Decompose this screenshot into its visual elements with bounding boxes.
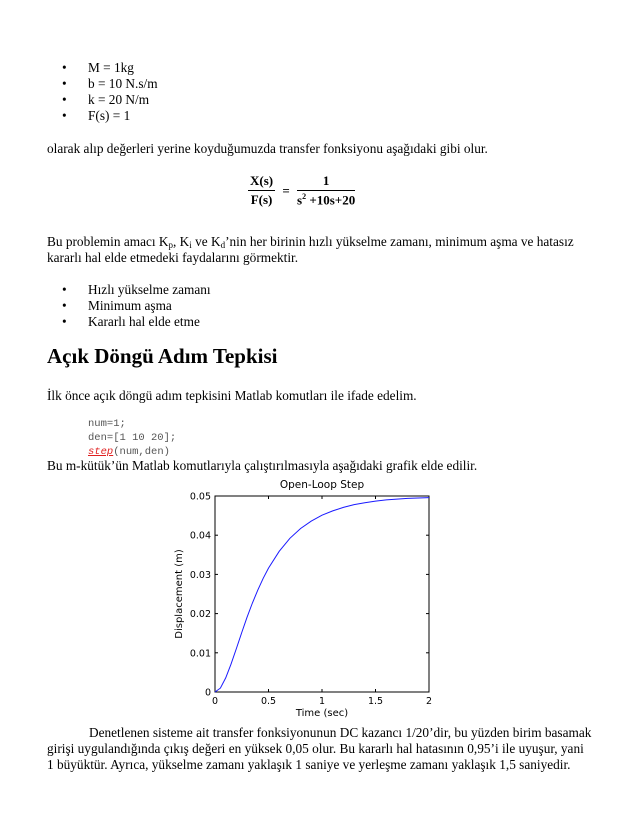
- lhs-denominator: F(s): [250, 192, 273, 208]
- subscript-i: i: [189, 240, 192, 250]
- x-tick-label: 2: [425, 696, 433, 707]
- bullet-icon: •: [62, 76, 67, 91]
- code-line: den=[1 10 20];: [88, 432, 177, 444]
- matlab-intro: İlk önce açık döngü adım tepkisini Matlab komutları ile ifade edelim.: [47, 388, 417, 403]
- param-damping: b = 10 N.s/m: [88, 76, 158, 91]
- lhs-numerator: X(s): [248, 173, 275, 191]
- y-tick-label: 0.04: [189, 530, 211, 542]
- subscript-d: d: [220, 240, 226, 250]
- bullet-icon: •: [62, 298, 67, 313]
- goal-text-2: , K: [173, 234, 190, 249]
- list-item: [62, 298, 211, 314]
- goal-item: Minimum aşma: [88, 298, 172, 313]
- bullet-icon: •: [62, 282, 67, 297]
- y-tick-label: 0.02: [189, 609, 211, 621]
- y-tick-label: 0: [204, 687, 211, 699]
- x-axis-label: Time (sec): [295, 708, 349, 719]
- goals-list: [62, 282, 211, 330]
- rhs-numerator: 1: [297, 173, 355, 191]
- den-rest: +10s+20: [306, 192, 356, 208]
- bullet-icon: •: [62, 108, 67, 123]
- x-tick-label: 1: [318, 696, 326, 707]
- param-stiffness: k = 20 N/m: [88, 92, 150, 107]
- param-mass: M = 1kg: [88, 60, 134, 75]
- x-tick-label: 0: [211, 696, 219, 707]
- parameter-list: [62, 60, 158, 124]
- list-item: [62, 92, 158, 108]
- list-item: [62, 108, 158, 124]
- equals-sign: =: [282, 182, 290, 198]
- goal-text-4: ’nin her birinin hızlı yükselme zamanı, minimum aşma ve hatasız kararlı hal elde etmedeki faydalarını görmektir.: [47, 234, 574, 265]
- rhs-fraction: [297, 173, 355, 208]
- list-item: [62, 282, 211, 298]
- transfer-function-equation: [248, 173, 355, 208]
- goal-item: Hızlı yükselme zamanı: [88, 282, 211, 297]
- x-axis-ticks: [212, 496, 432, 707]
- chart-title: Open-Loop Step: [279, 479, 365, 491]
- s-var: s: [297, 192, 303, 208]
- section-heading: Açık Döngü Adım Tepkisi: [47, 344, 278, 368]
- y-tick-label: 0.01: [189, 648, 211, 660]
- y-tick-label: 0.03: [189, 569, 211, 581]
- goal-text-3: ve K: [191, 234, 221, 249]
- x-tick-label: 1.5: [367, 696, 384, 707]
- list-item: [62, 314, 211, 330]
- intro-sentence: olarak alıp değerleri yerine koyduğumuzda transfer fonksiyonu aşağıdaki gibi olur.: [47, 141, 488, 156]
- goal-item: Kararlı hal elde etme: [88, 314, 200, 329]
- exponent: 2: [302, 192, 307, 201]
- code-block: [88, 417, 176, 459]
- list-item: [62, 76, 158, 92]
- code-line: [88, 445, 176, 459]
- bullet-icon: •: [62, 92, 67, 107]
- y-axis-label: Displacement (m): [174, 549, 185, 639]
- goal-text-1: Bu problemin amacı K: [47, 234, 169, 249]
- step-response-curve: [215, 498, 429, 692]
- rhs-denominator: [297, 191, 355, 208]
- code-args: (num,den): [113, 446, 170, 458]
- bullet-icon: •: [62, 60, 67, 75]
- after-code-text: Bu m-kütük’ün Matlab komutlarıyla çalıştırılmasıyla aşağıdaki grafik elde edilir.: [47, 458, 478, 473]
- x-tick-label: 0.5: [260, 696, 277, 707]
- code-line: num=1;: [88, 418, 126, 430]
- conclusion-paragraph: Denetlenen sisteme ait transfer fonksiyonunun DC kazancı 1/20’dir, bu yüzden birim basamak girişi uygulandığında çıkış değeri en yüksek 0,05 olur. Bu kararlı hal hatasının 0,95’i ile uyuşur, yani 1 büyüktür. Ayrıca, yükselme zamanı yaklaşık 1 saniye ve yerleşme zamanı yaklaşık 1,5 saniyedir.: [47, 725, 592, 772]
- y-tick-label: 0.05: [189, 491, 211, 503]
- plot-frame: [215, 496, 429, 692]
- lhs-fraction: [248, 173, 275, 208]
- goal-paragraph: [47, 234, 587, 266]
- subscript-p: p: [168, 240, 173, 250]
- bullet-icon: •: [62, 314, 67, 329]
- step-response-chart: [160, 474, 450, 724]
- param-force: F(s) = 1: [88, 108, 131, 123]
- step-function-link[interactable]: step: [88, 446, 114, 458]
- list-item: [62, 60, 158, 76]
